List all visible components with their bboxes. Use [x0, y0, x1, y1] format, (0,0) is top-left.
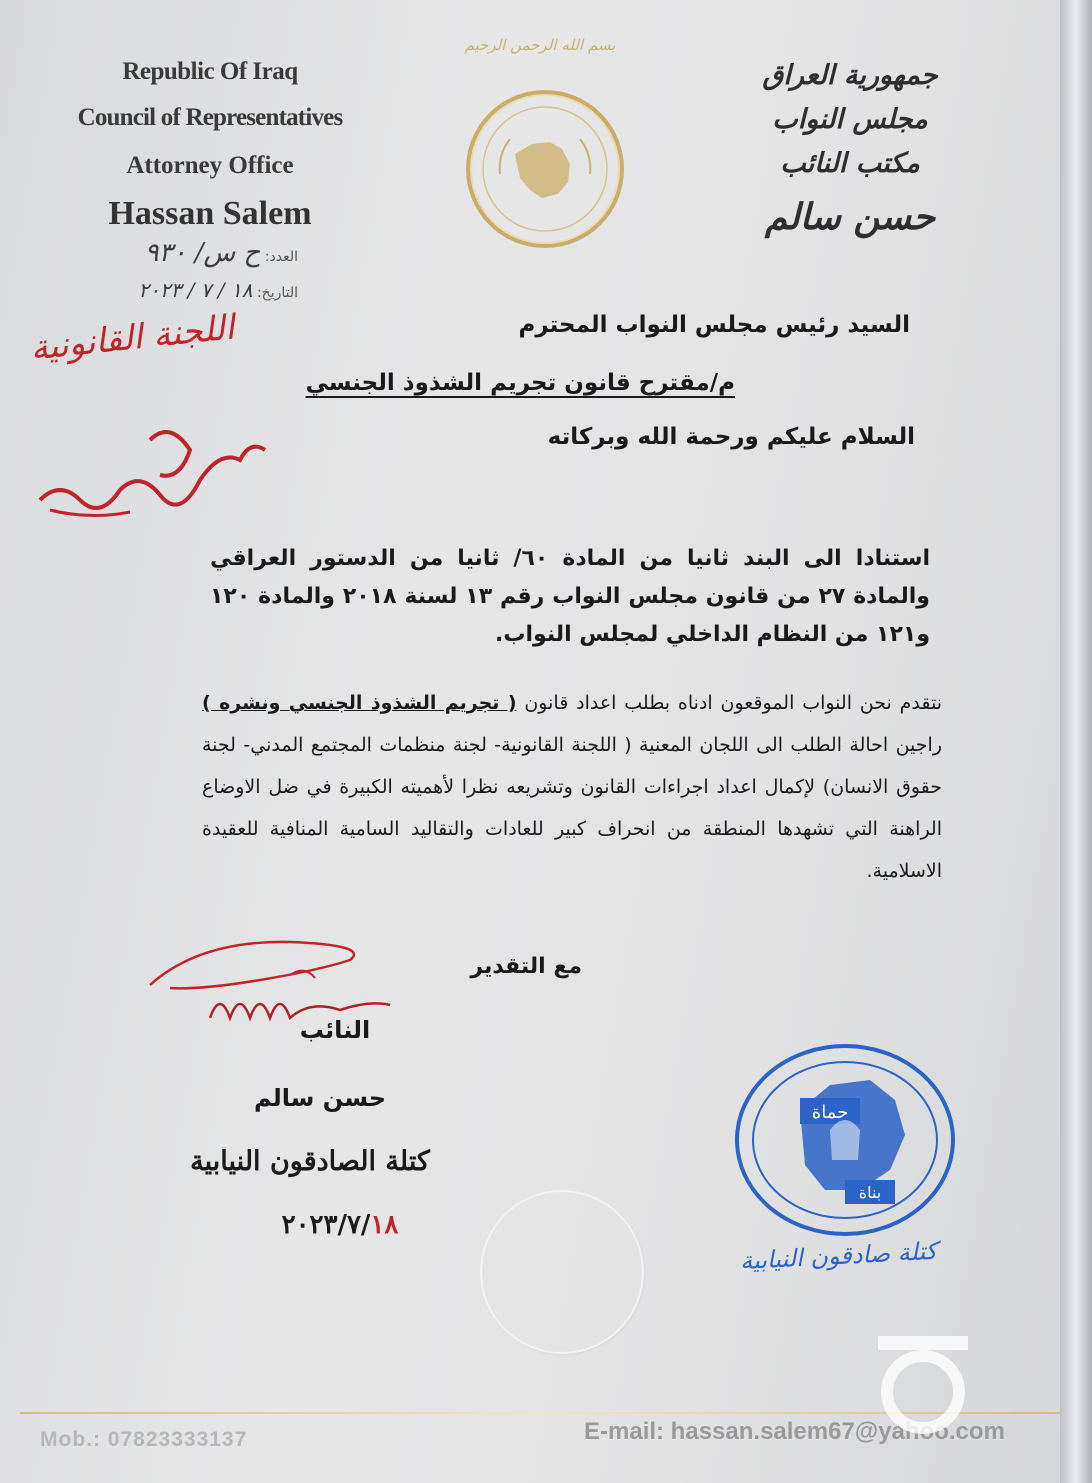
signatory-name: حسن سالم [253, 1084, 387, 1112]
parliamentary-bloc: كتلة الصادقون النيابية [190, 1146, 430, 1177]
reference-date-label: التاريخ: [256, 285, 298, 301]
proposed-law-title: ( تجريم الشذوذ الجنسي ونشره ) [202, 692, 517, 714]
header-ar-line4: حسن سالم [764, 196, 936, 238]
header-en-line2: Council of Representatives [77, 104, 343, 131]
news-watermark-icon [868, 1330, 978, 1440]
reference-date-value: ١٨ / ٧ / ٢٠٢٣ [138, 278, 253, 302]
reference-number [58, 238, 298, 268]
handwritten-signature-deputy [140, 930, 400, 1030]
english-letterhead [60, 52, 360, 240]
footer-mobile: Mob.: 07823333137 [40, 1428, 248, 1451]
paragraph-request-body: راجين احالة الطلب الى اللجان المعنية ( اللجنة القانونية- لجنة منظمات المجتمع المدني- لجنة حقوق الانسان) لإكمال اعداد اجراءات القانون وتشريعه نظرا لأهميته الكبيرة في ضل الاوضاع الراهنة التي تشهدها المنطقة من انحراف كبير للعادات والتقاليد السامية المنافية للعقيدة الاسلامية. [202, 734, 942, 882]
subject-text: م/مقترح قانون تجريم الشذوذ الجنسي [305, 370, 735, 396]
signature-date-rest: ٢٠٢٣/٧/ [281, 1210, 371, 1240]
reference-number-value: ح س/ ٩٣٠ [144, 238, 261, 268]
salutation: السيد رئيس مجلس النواب المحترم [518, 312, 910, 338]
header-ar-line1: جمهورية العراق [762, 60, 938, 91]
basmala: بسم الله الرحمن الرحيم [464, 36, 616, 54]
header-en-line4: Hassan Salem [108, 195, 312, 232]
signature-date-day: ١٨ [370, 1210, 399, 1240]
page-edge [1060, 0, 1092, 1483]
paragraph-request [202, 682, 942, 892]
reference-number-label: العدد: [264, 249, 298, 265]
arabic-letterhead [720, 54, 980, 248]
stamp-bottom-text: كتلة صادقون النيابية [739, 1236, 938, 1276]
stamp-sub-text: بناة [858, 1183, 882, 1202]
gold-emblem-icon [466, 90, 624, 248]
header-en-line3: Attorney Office [126, 152, 294, 179]
footer-email: E-mail: hassan.salem67@yahoo.com [584, 1418, 1005, 1445]
stamp-center-text: حماة [811, 1102, 849, 1123]
paragraph-request-intro: نتقدم نحن النواب الموقعون ادناه بطلب اعداد قانون [516, 692, 943, 714]
paragraph-legal-basis: استنادا الى البند ثانيا من المادة ٦٠/ ثانيا من الدستور العراقي والمادة ٢٧ من قانون مجلس النواب رقم ١٣ لسنة ٢٠١٨ والمادة ١٢٠ و١٢١ من النظام الداخلي لمجلس النواب. [210, 546, 931, 647]
embossed-seal-icon [480, 1190, 644, 1354]
subject-line [306, 370, 735, 396]
handwritten-signature-red [30, 420, 280, 530]
signature-date [240, 1210, 440, 1240]
handwritten-note: اللجنة القانونية [28, 307, 237, 369]
reference-date [58, 278, 298, 302]
header-ar-line2: مجلس النواب [772, 104, 928, 135]
greeting: السلام عليكم ورحمة الله وبركاته [547, 424, 915, 450]
header-ar-line3: مكتب النائب [780, 148, 920, 179]
header-en-line1: Republic Of Iraq [122, 58, 298, 85]
blue-bloc-stamp-icon [730, 1040, 960, 1240]
signatory-title: النائب [299, 1016, 371, 1044]
closing-regards: مع التقدير [470, 954, 582, 979]
